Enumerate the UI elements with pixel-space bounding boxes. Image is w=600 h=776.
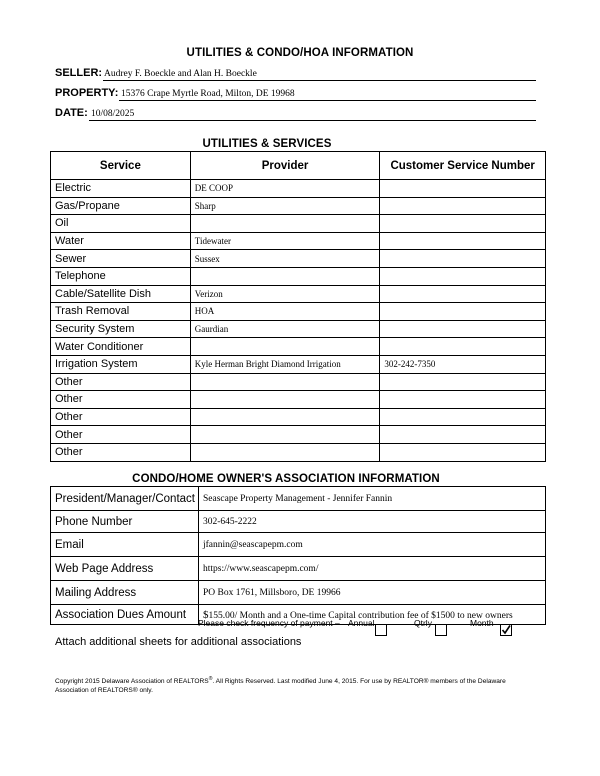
date-underline (89, 120, 536, 121)
table-row (51, 557, 546, 581)
utilities-table (50, 151, 546, 462)
provider-cell[interactable]: Tidewater (190, 232, 380, 250)
provider-cell[interactable]: Sharp (190, 197, 380, 215)
table-row (51, 250, 546, 268)
table-row (51, 408, 546, 426)
checkmark-icon (501, 625, 511, 635)
copyright-footer (55, 675, 545, 695)
table-row (51, 180, 546, 198)
service-cell: Cable/Satellite Dish (51, 285, 191, 303)
number-cell[interactable] (380, 338, 546, 356)
number-cell[interactable] (380, 373, 546, 391)
hoa-table (50, 486, 546, 625)
date-label: DATE: (55, 107, 88, 119)
date-value[interactable]: 10/08/2025 (91, 109, 135, 119)
dollar-sign: $ (202, 608, 209, 621)
annual-checkbox[interactable] (375, 624, 387, 636)
hoa-label-cell: President/Manager/Contact (51, 487, 199, 511)
provider-cell[interactable]: Gaurdian (190, 320, 380, 338)
table-row (51, 511, 546, 533)
seller-value[interactable]: Audrey F. Boeckle and Alan H. Boeckle (104, 69, 257, 79)
hoa-value-cell[interactable]: 302-645-2222 (198, 511, 545, 533)
provider-cell[interactable] (190, 443, 380, 461)
service-cell: Water (51, 232, 191, 250)
service-cell: Trash Removal (51, 303, 191, 321)
table-row (51, 320, 546, 338)
service-cell: Sewer (51, 250, 191, 268)
header-service: Service (51, 152, 191, 180)
number-cell[interactable] (380, 426, 546, 444)
table-row (51, 533, 546, 557)
provider-cell[interactable]: HOA (190, 303, 380, 321)
property-value[interactable]: 15376 Crape Myrtle Road, Milton, DE 19968 (121, 89, 295, 99)
provider-cell[interactable]: DE COOP (190, 180, 380, 198)
freq-annual-label: Annual (348, 618, 375, 628)
provider-cell[interactable] (190, 373, 380, 391)
number-cell[interactable] (380, 232, 546, 250)
provider-cell[interactable] (190, 408, 380, 426)
number-cell[interactable] (380, 250, 546, 268)
property-label: PROPERTY: (55, 87, 119, 99)
hoa-label-cell: Email (51, 533, 199, 557)
hoa-value-cell[interactable]: Seascape Property Management - Jennifer Fannin (198, 487, 545, 511)
service-cell: Other (51, 426, 191, 444)
provider-cell[interactable] (190, 215, 380, 233)
number-cell[interactable] (380, 443, 546, 461)
table-row (51, 443, 546, 461)
provider-cell[interactable]: Verizon (190, 285, 380, 303)
number-cell[interactable] (380, 180, 546, 198)
number-cell[interactable] (380, 320, 546, 338)
footer-line1-rest: . All Rights Reserved. Last modified June 4, 2015. For use by REALTOR® members of the Delaware (212, 678, 506, 686)
hoa-title: CONDO/HOME OWNER'S ASSOCIATION INFORMATION (132, 473, 440, 485)
number-cell[interactable] (380, 285, 546, 303)
service-cell: Other (51, 373, 191, 391)
table-row (51, 426, 546, 444)
table-row (51, 232, 546, 250)
property-underline (119, 100, 536, 101)
hoa-value-cell[interactable]: https://www.seascapepm.com/ (198, 557, 545, 581)
table-row (51, 581, 546, 605)
provider-cell[interactable] (190, 426, 380, 444)
provider-cell[interactable] (190, 267, 380, 285)
number-cell[interactable]: 302-242-7350 (380, 355, 546, 373)
frequency-prompt: Please check frequency of payment – (198, 618, 340, 628)
provider-cell[interactable] (190, 338, 380, 356)
table-row (51, 487, 546, 511)
footer-line2: Association of REALTORS® only. (55, 687, 153, 695)
service-cell: Oil (51, 215, 191, 233)
utilities-header-row (51, 152, 546, 180)
table-row (51, 267, 546, 285)
freq-qtrly-label: Qtrly (414, 618, 432, 628)
service-cell: Electric (51, 180, 191, 198)
attach-note: Attach additional sheets for additional associations (55, 636, 302, 648)
header-provider: Provider (190, 152, 380, 180)
table-row (51, 355, 546, 373)
dues-amount-value: 155.00/ Month and a One-time Capital contribution fee of $1500 to new owners (208, 610, 513, 621)
table-row (51, 338, 546, 356)
hoa-label-cell: Association Dues Amount (51, 605, 199, 625)
month-checkbox[interactable] (500, 624, 512, 636)
hoa-value-cell[interactable]: PO Box 1761, Millsboro, DE 19966 (198, 581, 545, 605)
service-cell: Other (51, 408, 191, 426)
number-cell[interactable] (380, 197, 546, 215)
service-cell: Telephone (51, 267, 191, 285)
number-cell[interactable] (380, 303, 546, 321)
table-row (51, 373, 546, 391)
table-row (51, 215, 546, 233)
service-cell: Security System (51, 320, 191, 338)
utilities-title: UTILITIES & SERVICES (202, 138, 332, 150)
service-cell: Irrigation System (51, 355, 191, 373)
hoa-label-cell: Mailing Address (51, 581, 199, 605)
hoa-label-cell: Phone Number (51, 511, 199, 533)
table-row (51, 197, 546, 215)
hoa-value-cell[interactable]: jfannin@seascapepm.com (198, 533, 545, 557)
service-cell: Other (51, 391, 191, 409)
number-cell[interactable] (380, 408, 546, 426)
service-cell: Gas/Propane (51, 197, 191, 215)
footer-line1: Copyright 2015 Delaware Association of REALTORS (55, 678, 209, 686)
provider-cell[interactable]: Sussex (190, 250, 380, 268)
number-cell[interactable] (380, 267, 546, 285)
seller-underline (103, 80, 536, 81)
provider-cell[interactable] (190, 391, 380, 409)
number-cell[interactable] (380, 215, 546, 233)
header-customer-service-number: Customer Service Number (380, 152, 546, 180)
freq-month-label: Month (470, 618, 494, 628)
provider-cell[interactable]: Kyle Herman Bright Diamond Irrigation (190, 355, 380, 373)
form-title: UTILITIES & CONDO/HOA INFORMATION (186, 47, 414, 59)
service-cell: Water Conditioner (51, 338, 191, 356)
seller-label: SELLER: (55, 67, 103, 79)
table-row (51, 391, 546, 409)
number-cell[interactable] (380, 391, 546, 409)
table-row (51, 285, 546, 303)
footer-reg-mark: ® (208, 676, 213, 682)
qtrly-checkbox[interactable] (435, 624, 447, 636)
table-row (51, 303, 546, 321)
hoa-label-cell: Web Page Address (51, 557, 199, 581)
service-cell: Other (51, 443, 191, 461)
